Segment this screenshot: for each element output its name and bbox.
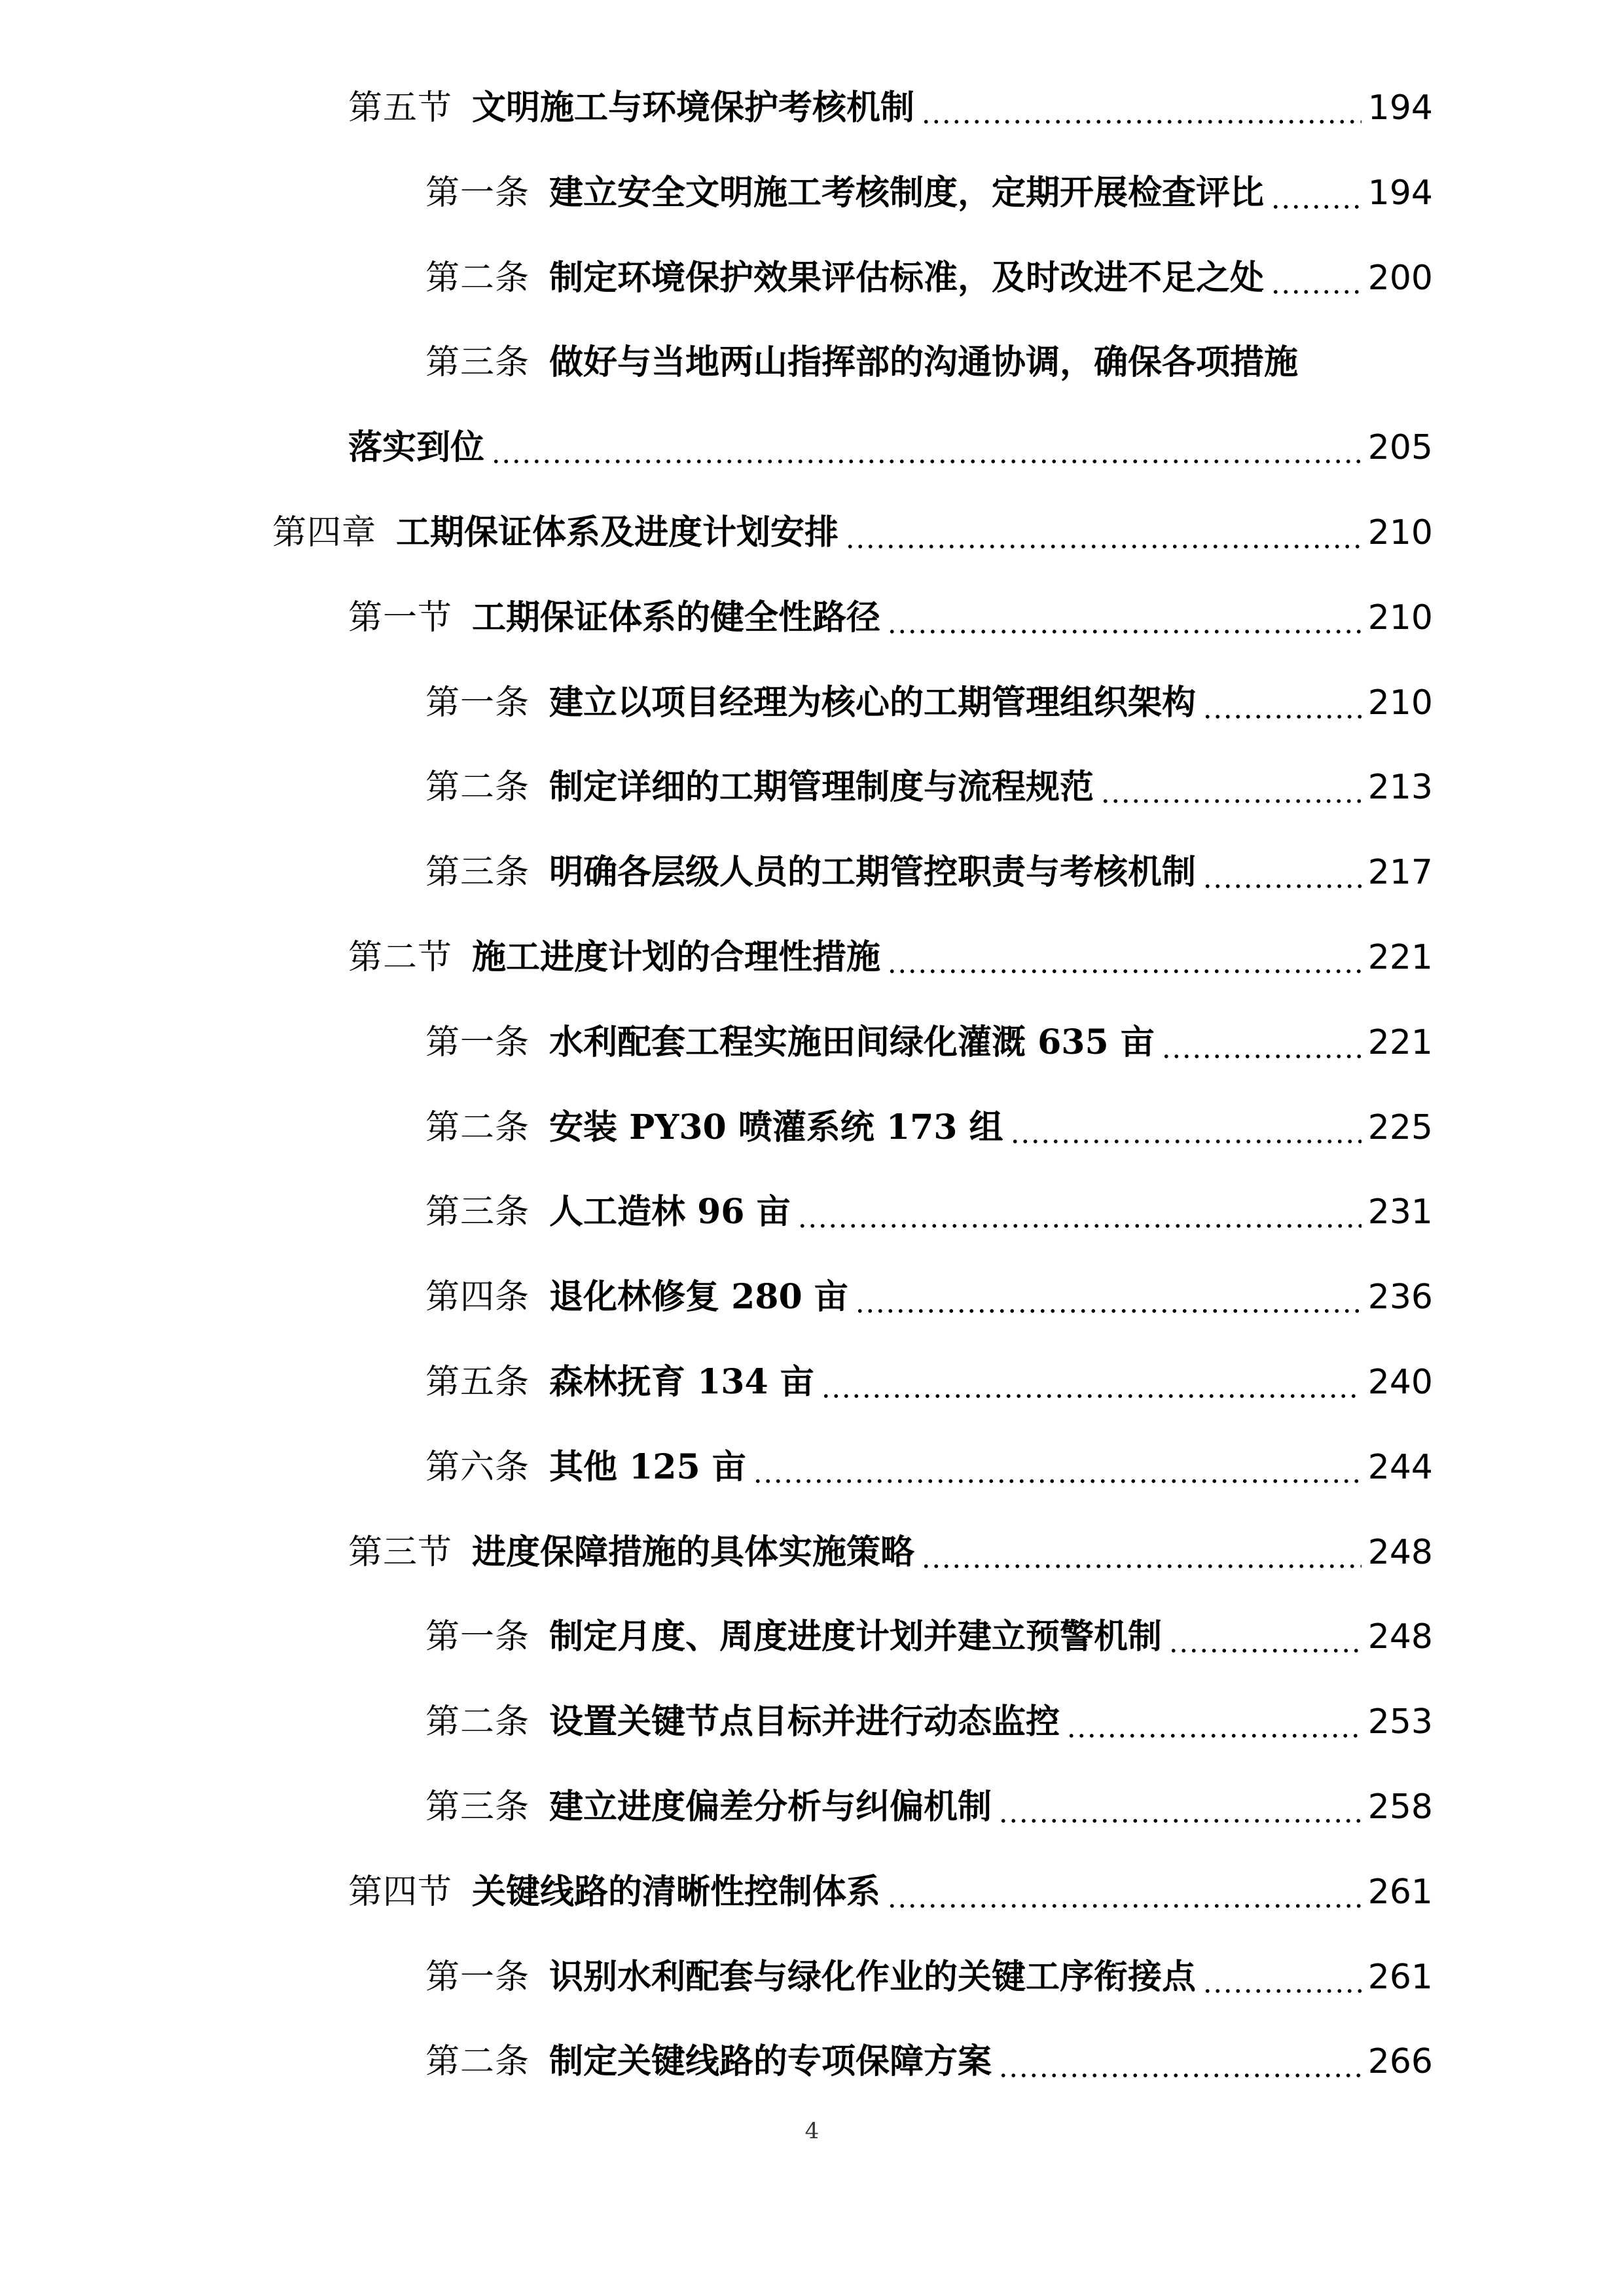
toc-dot-leader bbox=[1168, 1611, 1362, 1663]
toc-entry-number: 第三条 bbox=[425, 853, 530, 892]
toc-entry-page: 210 bbox=[1367, 683, 1433, 723]
toc-entry-title: 水利配套工程实施田间绿化灌溉 635 亩 bbox=[549, 1022, 1155, 1062]
toc-entry-page: 244 bbox=[1367, 1448, 1433, 1487]
toc-entry-title: 工期保证体系的健全性路径 bbox=[472, 598, 881, 637]
toc-entry[interactable] bbox=[425, 1356, 1433, 1408]
toc-entry-page: 236 bbox=[1367, 1278, 1433, 1317]
toc-dot-leader bbox=[855, 1271, 1362, 1323]
toc-dot-leader bbox=[821, 1356, 1362, 1408]
toc-entry-number: 第一条 bbox=[425, 173, 530, 213]
toc-entry[interactable] bbox=[425, 846, 1433, 899]
toc-entry-title: 做好与当地两山指挥部的沟通协调，确保各项措施 bbox=[549, 342, 1299, 382]
toc-entry-number: 第三条 bbox=[425, 1787, 530, 1827]
toc-entry[interactable] bbox=[348, 592, 1433, 644]
toc-entry-number: 第三条 bbox=[425, 343, 530, 382]
toc-entry-title: 人工造林 96 亩 bbox=[549, 1192, 791, 1232]
toc-dot-leader bbox=[491, 422, 1362, 474]
toc-entry-page: 221 bbox=[1367, 938, 1433, 977]
toc-entry[interactable] bbox=[348, 1866, 1433, 1918]
toc-entry-number: 第二条 bbox=[425, 259, 530, 298]
toc-entry-number: 第五条 bbox=[425, 1363, 530, 1402]
toc-entry-title: 其他 125 亩 bbox=[549, 1447, 746, 1487]
toc-entry-number: 第二条 bbox=[425, 1108, 530, 1147]
toc-dot-leader bbox=[845, 507, 1362, 559]
toc-dot-leader bbox=[1161, 1016, 1362, 1069]
toc-entry-number: 第二条 bbox=[425, 1702, 530, 1742]
toc-entry-number: 第一条 bbox=[425, 683, 530, 723]
toc-entry[interactable] bbox=[425, 1102, 1433, 1154]
toc-entry-number: 第三条 bbox=[425, 1193, 530, 1232]
toc-dot-leader bbox=[1202, 1951, 1362, 2003]
toc-dot-leader bbox=[1305, 336, 1426, 389]
toc-dot-leader bbox=[921, 1526, 1362, 1579]
toc-entry-number: 第六条 bbox=[425, 1448, 530, 1487]
toc-entry-title: 制定关键线路的专项保障方案 bbox=[549, 2041, 992, 2081]
toc-entry[interactable] bbox=[425, 2036, 1433, 2088]
toc-entry-title: 安装 PY30 喷灌系统 173 组 bbox=[549, 1107, 1003, 1147]
toc-entry-number: 第一条 bbox=[425, 1958, 530, 1997]
toc-entry-page: 194 bbox=[1367, 173, 1433, 213]
toc-entry-title: 文明施工与环境保护考核机制 bbox=[472, 88, 915, 128]
toc-entry-title: 建立安全文明施工考核制度，定期开展检查评比 bbox=[549, 173, 1265, 213]
toc-entry-page: 248 bbox=[1367, 1617, 1433, 1657]
toc-entry-number: 第二条 bbox=[425, 2042, 530, 2081]
toc-entry-title: 明确各层级人员的工期管控职责与考核机制 bbox=[549, 852, 1197, 892]
toc-entry-title: 识别水利配套与绿化作业的关键工序衔接点 bbox=[549, 1957, 1197, 1997]
toc-entry-number: 第四条 bbox=[425, 1278, 530, 1317]
toc-dot-leader bbox=[887, 931, 1362, 984]
toc-entry-title: 制定月度、周度进度计划并建立预警机制 bbox=[549, 1617, 1163, 1657]
toc-entry-title: 施工进度计划的合理性措施 bbox=[472, 937, 881, 977]
toc-entry[interactable] bbox=[348, 82, 1433, 134]
toc-entry-title: 退化林修复 280 亩 bbox=[549, 1277, 848, 1317]
toc-entry-page: 240 bbox=[1367, 1363, 1433, 1402]
toc-entry-number: 第三节 bbox=[348, 1533, 453, 1572]
toc-entry[interactable] bbox=[272, 507, 1433, 559]
toc-dot-leader bbox=[753, 1441, 1362, 1494]
toc-entry-title: 建立以项目经理为核心的工期管理组织架构 bbox=[549, 683, 1197, 723]
toc-entry-page: 200 bbox=[1367, 259, 1433, 298]
toc-dot-leader bbox=[1202, 846, 1362, 899]
toc-entry-number: 第一条 bbox=[425, 1023, 530, 1062]
toc-dot-leader bbox=[998, 2036, 1362, 2088]
toc-entry[interactable] bbox=[425, 761, 1433, 814]
toc-dot-leader bbox=[797, 1186, 1362, 1238]
toc-entry-number: 第五节 bbox=[348, 88, 453, 128]
toc-entry-number: 第四节 bbox=[348, 1873, 453, 1912]
toc-dot-leader bbox=[1271, 252, 1362, 304]
toc-entry[interactable] bbox=[425, 677, 1433, 729]
toc-dot-leader bbox=[998, 1781, 1362, 1833]
toc-entry-title: 关键线路的清晰性控制体系 bbox=[472, 1872, 881, 1912]
footer-page-number: 4 bbox=[804, 2118, 820, 2144]
toc-entry-page: 210 bbox=[1367, 598, 1433, 637]
toc-entry[interactable] bbox=[425, 1696, 1433, 1748]
toc-dot-leader bbox=[921, 82, 1362, 134]
toc-entry[interactable] bbox=[348, 422, 1433, 474]
toc-dot-leader bbox=[1202, 677, 1362, 729]
toc-entry-title: 工期保证体系及进度计划安排 bbox=[396, 512, 839, 552]
toc-entry-page: 194 bbox=[1367, 88, 1433, 128]
toc-entry[interactable] bbox=[348, 1526, 1433, 1579]
toc-entry[interactable] bbox=[425, 1611, 1433, 1663]
toc-entry-page: 231 bbox=[1367, 1193, 1433, 1232]
toc-entry[interactable] bbox=[425, 336, 1433, 389]
toc-entry-title: 制定详细的工期管理制度与流程规范 bbox=[549, 767, 1094, 807]
toc-entry[interactable] bbox=[425, 1016, 1433, 1069]
toc-dot-leader bbox=[1100, 761, 1362, 814]
toc-entry[interactable] bbox=[425, 167, 1433, 219]
toc-entry[interactable] bbox=[425, 1781, 1433, 1833]
toc-entry-page: 225 bbox=[1367, 1108, 1433, 1147]
toc-entry-title: 进度保障措施的具体实施策略 bbox=[472, 1532, 915, 1572]
toc-entry-page: 205 bbox=[1367, 428, 1433, 467]
toc-entry-page: 266 bbox=[1367, 2042, 1433, 2081]
toc-dot-leader bbox=[887, 592, 1362, 644]
toc-entry-title: 制定环境保护效果评估标准，及时改进不足之处 bbox=[549, 258, 1265, 298]
toc-entry[interactable] bbox=[425, 1441, 1433, 1494]
toc-entry-page: 258 bbox=[1367, 1787, 1433, 1827]
toc-entry[interactable] bbox=[425, 1186, 1433, 1238]
toc-entry-number: 第一节 bbox=[348, 598, 453, 637]
toc-entry-page: 261 bbox=[1367, 1958, 1433, 1997]
toc-entry-page: 210 bbox=[1367, 513, 1433, 552]
toc-entry-number: 第二条 bbox=[425, 768, 530, 807]
toc-entry-title: 森林抚育 134 亩 bbox=[549, 1362, 814, 1402]
toc-entry[interactable] bbox=[425, 1271, 1433, 1323]
toc-entry-page: 248 bbox=[1367, 1533, 1433, 1572]
toc-entry-page: 261 bbox=[1367, 1873, 1433, 1912]
toc-entry-page: 217 bbox=[1367, 853, 1433, 892]
toc-entry-page: 213 bbox=[1367, 768, 1433, 807]
toc-dot-leader bbox=[1066, 1696, 1362, 1748]
toc-entry-title: 设置关键节点目标并进行动态监控 bbox=[549, 1702, 1060, 1742]
toc-dot-leader bbox=[887, 1866, 1362, 1918]
toc-entry-title: 落实到位 bbox=[348, 427, 485, 467]
toc-entry-page: 253 bbox=[1367, 1702, 1433, 1742]
toc-entry-number: 第二节 bbox=[348, 938, 453, 977]
toc-entry-page: 221 bbox=[1367, 1023, 1433, 1062]
toc-dot-leader bbox=[1271, 167, 1362, 219]
toc-entry-title: 建立进度偏差分析与纠偏机制 bbox=[549, 1787, 992, 1827]
toc-entry[interactable] bbox=[425, 1951, 1433, 2003]
toc-entry-number: 第一条 bbox=[425, 1617, 530, 1657]
toc-entry[interactable] bbox=[348, 931, 1433, 984]
toc-dot-leader bbox=[1010, 1102, 1362, 1154]
toc-entry[interactable] bbox=[425, 252, 1433, 304]
toc-entry-number: 第四章 bbox=[272, 513, 377, 552]
